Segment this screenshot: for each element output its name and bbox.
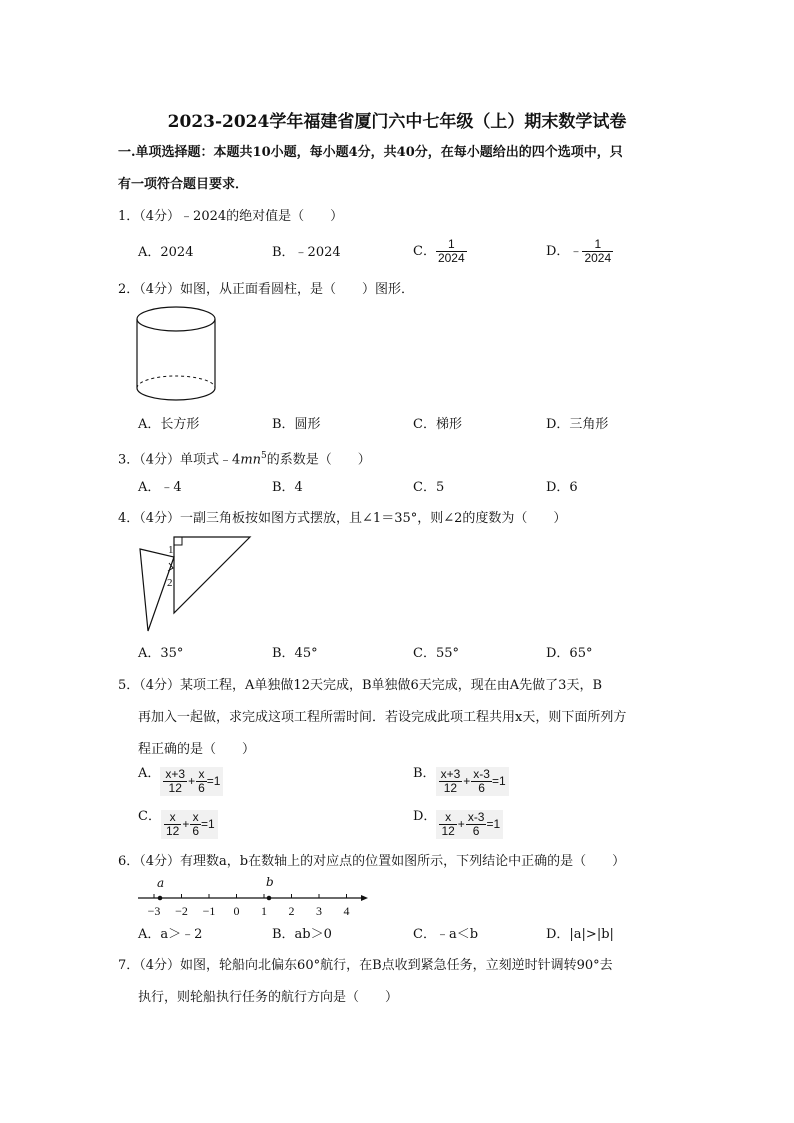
q1-option-d — [546, 238, 613, 265]
q2-option-b: B．圆形 — [272, 417, 321, 432]
q5-option-d — [413, 809, 503, 839]
fraction-numerator: x — [196, 768, 207, 782]
section-heading-line1: 一.单项选择题：本题共10小题，每小题4分，共40分，在每小题给出的四个选项中，只 — [118, 145, 623, 160]
q5-option-a-equation — [160, 767, 223, 796]
page-title: 2023-2024学年福建省厦门六中七年级（上）期末数学试卷 — [167, 112, 627, 132]
q2-option-a: A．长方形 — [138, 417, 200, 432]
operator: + — [457, 817, 465, 831]
q3-stem-prefix: 3．（4分）单项式﹣4 — [118, 452, 241, 468]
question-5-line1: 5．（4分）某项工程，A单独做12天完成，B单独做6天完成，现在由A先做了3天，B — [118, 678, 603, 693]
point-b-dot — [267, 896, 272, 901]
q6-option-d: D．|a|>|b| — [546, 927, 614, 942]
number-line-tick-label: −1 — [202, 904, 216, 918]
q6-option-a: A．a＞﹣2 — [138, 927, 203, 942]
number-line-tick-label: 1 — [261, 904, 267, 918]
point-a-label: a — [157, 876, 165, 890]
number-line-tick-label: 2 — [288, 904, 295, 918]
q5-option-a — [138, 766, 223, 796]
fraction-denominator: 12 — [168, 780, 182, 795]
q3-option-d: D．6 — [546, 480, 578, 495]
question-3-stem — [118, 448, 371, 468]
q3-option-c: C．5 — [413, 480, 445, 495]
equation-rhs: =1 — [491, 774, 506, 788]
triangle-rulers-figure — [136, 535, 256, 635]
q1-option-d-fraction — [582, 238, 613, 265]
fraction-denominator: 12 — [443, 780, 458, 795]
fraction-denominator: 2024 — [584, 251, 612, 265]
q3-stem-variable: mn — [240, 452, 262, 468]
q5-option-b — [413, 766, 509, 796]
fraction-numerator: x+3 — [440, 766, 461, 781]
q5-option-b-equation — [436, 767, 509, 796]
option-label: A． — [138, 766, 161, 781]
q2-option-c: C．梯形 — [413, 417, 462, 432]
fraction-denominator: 6 — [478, 780, 485, 795]
option-label: B． — [413, 766, 436, 781]
question-1-stem: 1．（4分）﹣2024的绝对值是（ ） — [118, 209, 344, 224]
q5-option-c — [138, 809, 218, 839]
number-line-tick-label: 0 — [233, 904, 240, 918]
section-heading-line2: 有一项符合题目要求． — [118, 177, 249, 192]
equation-rhs: =1 — [486, 817, 501, 831]
question-5-line2: 再加入一起做，求完成这项工程所需时间．若设完成此项工程共用x天，则下面所列方 — [138, 710, 627, 725]
angle-1-label: 1 — [168, 544, 174, 556]
q5-option-d-equation — [436, 810, 503, 839]
operator: + — [463, 774, 471, 788]
q3-option-a: A．﹣4 — [138, 480, 182, 495]
fraction-denominator: 6 — [472, 823, 480, 838]
q1-option-c-fraction — [436, 238, 467, 265]
fraction-denominator: 12 — [165, 823, 180, 838]
q3-stem-suffix: 的系数是（ ） — [266, 452, 371, 468]
fraction-numerator: x — [164, 811, 181, 825]
fraction-denominator: 6 — [192, 823, 200, 838]
question-2-stem: 2．（4分）如图，从正面看圆柱，是（ ）图形． — [118, 282, 415, 297]
operator: + — [188, 774, 196, 788]
question-7-line1: 7．（4分）如图，轮船向北偏东60°航行，在B点收到紧急任务，立刻逆时针调转90°去 — [118, 958, 613, 973]
q6-option-b: B．ab＞0 — [272, 927, 332, 942]
equation-rhs: =1 — [206, 774, 221, 788]
option-label: D． — [413, 809, 437, 824]
q4-option-a: A．35° — [138, 646, 184, 661]
point-b-label: b — [266, 875, 274, 889]
q1-option-c-label: C． — [413, 244, 436, 259]
q5-option-c-equation — [161, 810, 218, 839]
q1-option-a: A．2024 — [138, 245, 194, 260]
number-line-tick-label: 4 — [343, 904, 350, 918]
q1-option-b: B．﹣2024 — [272, 245, 341, 260]
q4-option-b: B．45° — [272, 646, 318, 661]
fraction-numerator: x-3 — [473, 766, 490, 781]
q4-option-d: D．65° — [546, 646, 593, 661]
q1-option-d-label: D． — [546, 244, 570, 259]
q1-option-d-sign: ﹣ — [569, 244, 583, 259]
q2-option-d: D．三角形 — [546, 417, 609, 432]
fraction-numerator: x — [190, 811, 201, 825]
fraction-numerator: 1 — [582, 238, 613, 252]
fraction-denominator: 12 — [441, 823, 455, 838]
fraction-numerator: x+3 — [165, 766, 186, 781]
cylinder-figure — [132, 302, 222, 414]
question-7-line2: 执行，则轮船执行任务的航行方向是（ ） — [138, 990, 399, 1005]
operator: + — [182, 817, 190, 831]
q6-option-c: C．﹣a＜b — [413, 927, 479, 942]
q3-option-b: B．4 — [272, 480, 303, 495]
number-line-tick-label: −2 — [175, 904, 188, 918]
number-line-tick-label: −3 — [147, 904, 161, 918]
fraction-numerator: 1 — [436, 238, 467, 252]
equation-rhs: =1 — [201, 817, 215, 831]
question-4-stem: 4．（4分）一副三角板按如图方式摆放，且∠1＝35°，则∠2的度数为（ ） — [118, 511, 567, 526]
q1-option-c — [413, 238, 467, 265]
angle-2-label: 2 — [167, 577, 173, 589]
question-6-stem: 6．（4分）有理数a，b在数轴上的对应点的位置如图所示，下列结论中正确的是（ ） — [118, 854, 626, 869]
question-5-line3: 程正确的是（ ） — [138, 742, 256, 757]
number-line-tick-label: 3 — [316, 904, 322, 918]
q3-stem-exponent: 5 — [261, 451, 267, 461]
fraction-denominator: 6 — [198, 780, 205, 795]
fraction-numerator: x — [439, 811, 456, 825]
fraction-denominator: 2024 — [437, 251, 465, 265]
fraction-numerator: x-3 — [467, 809, 485, 824]
q4-option-c: C．55° — [413, 646, 459, 661]
option-label: C． — [138, 809, 161, 824]
point-a-dot — [158, 896, 163, 901]
